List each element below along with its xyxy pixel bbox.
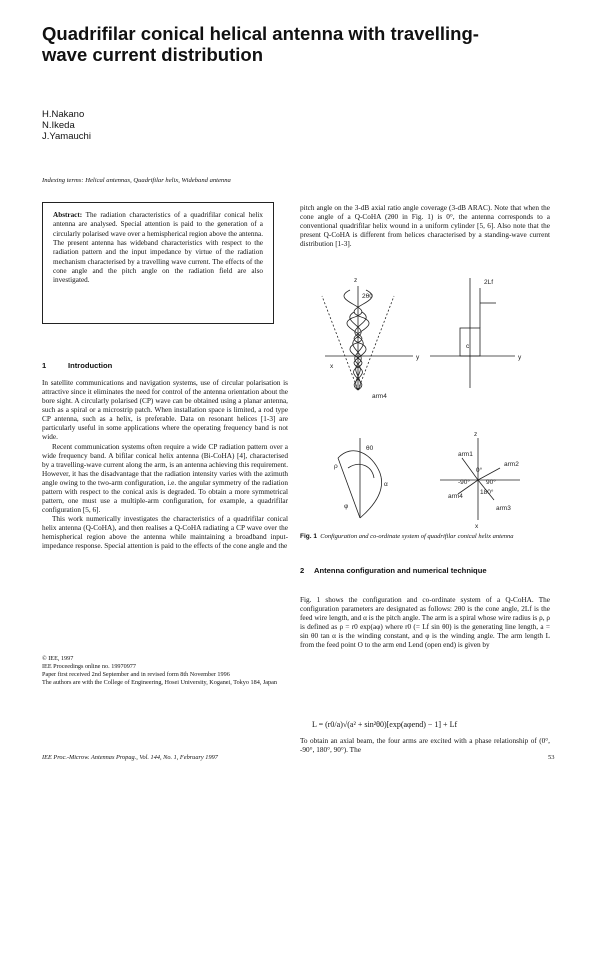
footnotes (42, 655, 288, 687)
affiliation: The authors are with the College of Engineering, Hosei University, Koganei, Tokyo 184, Japan (42, 678, 277, 686)
label-arm3: arm3 (496, 505, 511, 512)
page-number: 53 (548, 754, 555, 761)
label-y-right: y (518, 354, 522, 361)
label-0deg: 0° (476, 467, 483, 474)
paragraph: This work numerically investigates the characteristics of a quadrifilar conical helix antenna (Q-CoHA), and then realises a Q-CoHA radiating a CP wave over the hemispherical region above the antenna while maintaining a broadband input-impedance response. Special attention is paid to the effects of the cone angle and the (42, 515, 288, 551)
paragraph: Recent communication systems often require a wide CP radiation pattern over a wide frequency band. A bifilar conical helix antenna (Bi-CoHA) [4], characterised by a travelling-wave current along the arm, is an antenna achieving this requirement. However, it has the disadvantage that the radiation intensity varies with the azimuth angle owing to the two-arm configuration, i.e. the angular symmetry of the radiation pattern with respect to the conical axis is degraded. To obtain a more symmetrical pattern, one must use a multiple-arm configuration, for example, a quadrifilar configuration [5, 6]. (42, 442, 289, 515)
label-180deg: 180° (480, 489, 494, 496)
section-number: 1 (42, 361, 47, 370)
right-column-intro (300, 204, 550, 249)
label-x: x (330, 363, 334, 370)
paragraph: In satellite communications and navigation systems, use of circular polarisation is attractive since it eliminates the need for control of the antenna orientation about the bore sight. A circularly polarised (CP) wave can be obtained using a planar antenna, such as a spiral or a microstrip patch. When installation space is limited, a rod type CP antenna, such as a helix, is preferable. Data on resonant helices [1-3] are particularly useful in some applications where the operating frequency band is not wide. (42, 379, 288, 442)
section-title: Introduction (68, 361, 113, 370)
author: J.Yamauchi (42, 131, 91, 142)
online-no: IEE Proceedings online no. 19970977 (42, 662, 136, 670)
caption-label: Fig. 1 (300, 533, 317, 540)
author: N.Ikeda (42, 120, 75, 131)
caption-text: Configuration and co-ordinate system of quadrifilar conical helix antenna (320, 533, 514, 540)
section-2-body-cont (300, 737, 550, 755)
abstract-box (42, 202, 274, 324)
label-alpha: α (384, 481, 388, 488)
label-arm2: arm2 (504, 461, 519, 468)
label-phi: φ (344, 503, 349, 510)
section-1-body (42, 379, 288, 551)
abstract-label: Abstract: (53, 211, 83, 219)
label-90deg: 90° (486, 479, 496, 486)
indexing-terms: Indexing terms: Helical antennas, Quadrifilar helix, Wideband antenna (42, 177, 231, 184)
paragraph: Fig. 1 shows the configuration and co-ordinate system of a Q-CoHA. The configuration parameters are designated as follows: 2θ0 is the cone angle, 2Lf is the feed wire length, and α is the pitch angle. The arm is a spiral whose wire radius is ρ, ρ is defined as ρ = r0 exp(aφ) where r0 (= Lf sin θ0) is the generating line length, a = sin θ0 tan α is the winding constant, and φ is the winding angle. The arm length L from the feed point O to the arm end Lend (open end) is given by (300, 596, 550, 650)
label-cone-angle: 2θ0 (362, 293, 373, 300)
figure-1-caption (300, 533, 550, 541)
label-arm1: arm1 (458, 451, 473, 458)
label-arm4: arm4 (372, 393, 387, 400)
paragraph: pitch angle on the 3-dB axial ratio angle coverage (3-dB ARAC). Note that when the cone angle of a Q-CoHA (2θ0 in Fig. 1) is 0°, the antenna corresponds to a conventional quadrifilar helix wound in a uniform cylinder [5, 6]. Also note that the present Q-CoHA is different from helices characterised by a standing-wave current distribution [1-3]. (300, 204, 550, 249)
received-date: Paper first received 2nd September and in revised form 8th November 1996 (42, 670, 230, 678)
label-rho: ρ (334, 463, 338, 470)
paper-title: Quadrifilar conical helical antenna with travelling-wave current distribution (42, 23, 479, 65)
arm-length-equation: L = (r0/a)√(a² + sin²θ0)[exp(aφend) − 1] + Lf (312, 720, 458, 729)
section-1-heading (42, 361, 112, 371)
author-list (42, 109, 91, 142)
label-z-bottom: z (474, 431, 478, 438)
section-title: Antenna configuration and numerical technique (314, 566, 487, 575)
label-y: y (416, 354, 420, 361)
label-theta0: θ0 (366, 445, 374, 452)
label-x-bottom: x (475, 523, 479, 530)
label-minus90deg: -90° (458, 479, 470, 486)
section-2-heading (300, 566, 550, 576)
label-z: z (354, 277, 358, 284)
abstract-text: The radiation characteristics of a quadrifilar conical helix antenna are analysed. Special attention is paid to the generation of a circularly polarised wave over a hemispherical region above the antenna. The present antenna has wideband characteristics with respect to the radiation pattern and the input impedance by virtue of the radiation mechanism characterised by a travelling wave current. The effects of the cone angle and the pitch angle on the radiation field are also investigated. (53, 211, 263, 285)
section-number: 2 (300, 566, 305, 575)
journal-footer: IEE Proc.-Microw. Antennas Propag., Vol. 144, No. 1, February 1997 (42, 754, 218, 761)
label-feed-length: 2Lf (484, 279, 494, 286)
label-arm4-bottom: arm4 (448, 493, 463, 500)
section-2-body (300, 596, 550, 650)
paragraph: To obtain an axial beam, the four arms are excited with a phase relationship of (0°, -90°, 180°, 90°). The (300, 737, 550, 755)
label-c: c (466, 343, 470, 350)
author: H.Nakano (42, 109, 85, 120)
figure-1 (300, 268, 555, 530)
copyright: © IEE, 1997 (42, 655, 74, 662)
